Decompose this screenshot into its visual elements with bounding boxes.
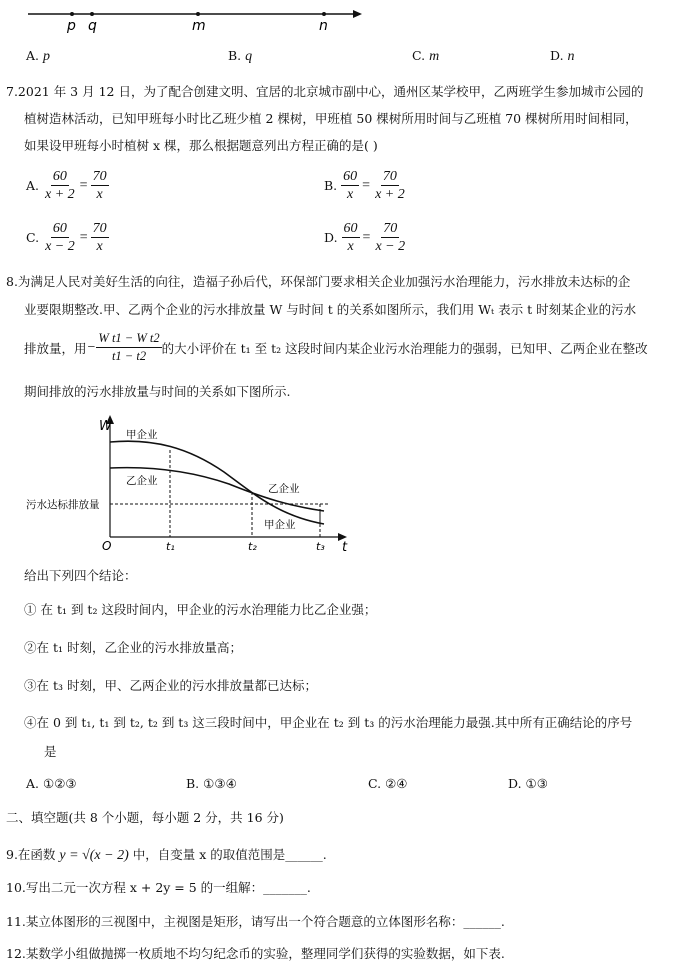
x-axis-label: t — [342, 540, 348, 555]
jia-label-lower: 甲企业 — [264, 519, 296, 531]
point-n: n — [319, 18, 328, 34]
q6-option-c[interactable]: C. m — [412, 48, 440, 64]
q7-line-3: 如果设甲班每小时植树 x 棵，那么根据题意列出方程正确的是( ) — [24, 138, 378, 153]
q7-option-c[interactable]: C. $\frac{60}{x - 2}$ = $\frac{70}{x}$ — [26, 221, 107, 254]
q8-option-a[interactable]: A. ①②③ — [26, 776, 77, 791]
q10: 10.写出二元一次方程 x + 2y = 5 的一组解：_______. — [6, 880, 311, 895]
jia-label-upper: 甲企业 — [126, 429, 158, 441]
q7-line-2: 植树造林活动，已知甲班每小时比乙班少植 2 棵树，甲班植 50 棵树所用时间与乙班植 70 棵树所用时间相同， — [24, 111, 638, 126]
q9: 9.在函数 y = √(x − 2) 中，自变量 x 的取值范围是______. — [6, 847, 327, 863]
q8-conclusion-1: ① 在 t₁ 到 t₂ 这段时间内，甲企业的污水治理能力比乙企业强； — [24, 602, 377, 617]
q7-option-d[interactable]: D. $\frac{60}{x}$ = $\frac{70}{x - 2}$ — [324, 221, 406, 254]
y-axis-label: W — [99, 419, 112, 434]
tick-t2: t₂ — [248, 540, 257, 553]
origin-label: O — [102, 539, 112, 553]
q8-line-1: 8.为满足人民对美好生活的向往，造福子孙后代，环保部门要求相关企业加强污水治理能力，污水排放未达标的企 — [6, 274, 631, 289]
yi-label-left: 乙企业 — [126, 475, 158, 487]
q8-option-d[interactable]: D. ①③ — [508, 776, 548, 791]
q6-option-d[interactable]: D. n — [550, 48, 575, 64]
q8-conclusion-2: ②在 t₁ 时刻，乙企业的污水排放量高； — [24, 640, 242, 655]
standard-label: 污水达标排放量 — [26, 499, 100, 511]
pollution-graph — [24, 412, 354, 557]
q8-conclusion-3: ③在 t₃ 时刻，甲、乙两企业的污水排放量都已达标； — [24, 678, 317, 693]
q12: 12.某数学小组做抛掷一枚质地不均匀纪念币的实验，整理同学们获得的实验数据，如下表. — [6, 946, 505, 961]
q8-option-b[interactable]: B. ①③④ — [186, 776, 237, 791]
yi-label-right: 乙企业 — [268, 483, 300, 495]
q8-line-4: 期间排放的污水排放量与时间的关系如下图所示. — [24, 384, 291, 399]
q7-option-b[interactable]: B. $\frac{60}{x}$ = $\frac{70}{x + 2}$ — [324, 169, 405, 202]
q11: 11.某立体图形的三视图中，主视图是矩形，请写出一个符合题意的立体图形名称：______. — [6, 914, 505, 929]
q8-line-3: 排放量，用 − $\frac{\text{W t1 − W t2}}{t1 - t2}$ 的大小评价在 t₁ 至 t₂ 这段时间内某企业污水治理能力的强弱，已知甲、乙两企业在整改 — [24, 331, 648, 363]
q8-conclusion-4: ④在 0 到 t₁, t₁ 到 t₂, t₂ 到 t₃ 这三段时间中，甲企业在 t₂ 到 t₃ 的污水治理能力最强.其中所有正确结论的序号 — [24, 715, 633, 730]
point-q: q — [88, 18, 97, 34]
point-m: m — [192, 18, 206, 34]
q8-conclusion-4-cont: 是 — [44, 744, 57, 759]
number-line — [20, 0, 365, 36]
tick-t3: t₃ — [316, 540, 325, 553]
point-p: p — [67, 18, 76, 34]
section-2-heading: 二、填空题(共 8 个小题，每小题 2 分，共 16 分) — [6, 810, 284, 825]
q7-line-1: 7.2021 年 3 月 12 日，为了配合创建文明、宜居的北京城市副中心，通州区某学校甲，乙两班学生参加城市公园的 — [6, 84, 644, 99]
q8-line-2: 业要限期整改.甲、乙两个企业的污水排放量 W 与时间 t 的关系如图所示，我们用 Wₜ 表示 t 时刻某企业的污水 — [24, 302, 637, 317]
q8-option-c[interactable]: C. ②④ — [368, 776, 408, 791]
q6-option-b[interactable]: B. q — [228, 48, 253, 64]
q6-option-a[interactable]: A. p — [26, 48, 50, 64]
q7-option-a[interactable]: A. $\frac{60}{x + 2}$ = $\frac{70}{x}$ — [26, 169, 107, 202]
tick-t1: t₁ — [166, 540, 175, 553]
q8-given: 给出下列四个结论： — [24, 568, 137, 583]
